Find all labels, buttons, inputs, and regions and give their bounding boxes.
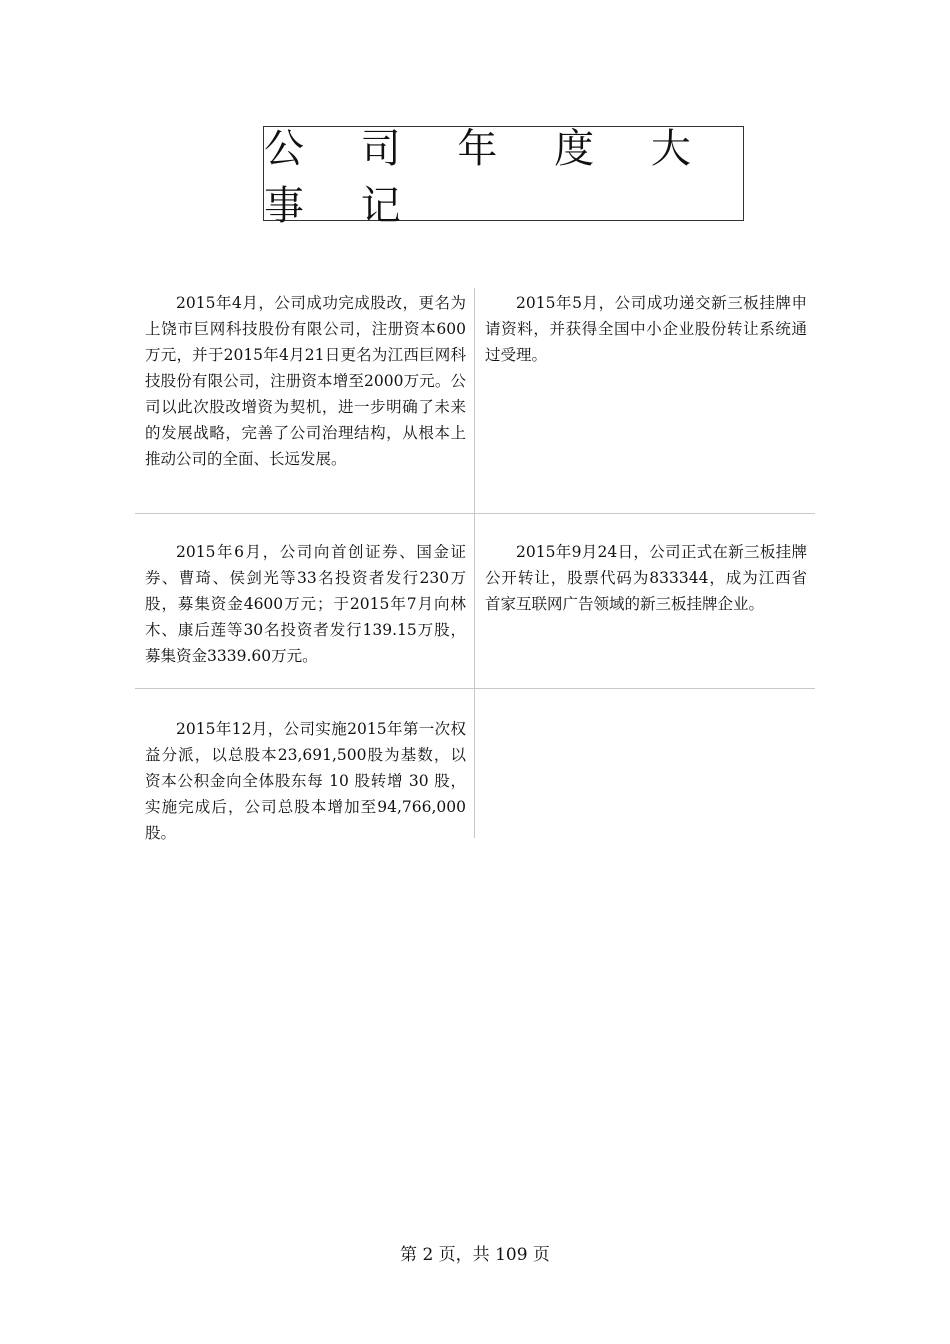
page-title: 公 司 年 度 大 事 记	[264, 125, 713, 229]
page-number: 第 2 页，共 109 页	[400, 1245, 550, 1265]
events-row	[135, 689, 815, 842]
event-cell: 2015年6月，公司向首创证券、国金证券、曹琦、侯剑光等33名投资者发行230万股，募集资金4600万元；于2015年7月向林木、康后莲等30名投资者发行139.15万股，募集资金3339.60万元。	[135, 514, 475, 688]
event-cell: 2015年9月24日，公司正式在新三板挂牌公开转让，股票代码为833344，成为江西省首家互联网广告领域的新三板挂牌企业。	[485, 543, 807, 613]
event-cell-empty	[475, 689, 815, 838]
events-row	[135, 514, 815, 689]
event-cell: 2015年12月，公司实施2015年第一次权益分派，以总股本23,691,500股为基数，以资本公积金向全体股东每 10 股转增 30 股，实施完成后，公司总股本增加至94,766,000股。	[135, 689, 475, 838]
event-cell: 2015年4月，公司成功完成股改，更名为上饶市巨网科技股份有限公司，注册资本600万元，并于2015年4月21日更名为江西巨网科技股份有限公司，注册资本增至2000万元。公司以此次股改增资为契机，进一步明确了未来的发展战略，完善了公司治理结构，从根本上推动公司的全面、长远发展。	[135, 288, 475, 513]
event-cell: 2015年5月，公司成功递交新三板挂牌申请资料，并获得全国中小企业股份转让系统通过受理。	[485, 294, 807, 364]
events-grid	[135, 288, 815, 842]
title-box	[263, 125, 744, 229]
events-row	[135, 288, 815, 514]
